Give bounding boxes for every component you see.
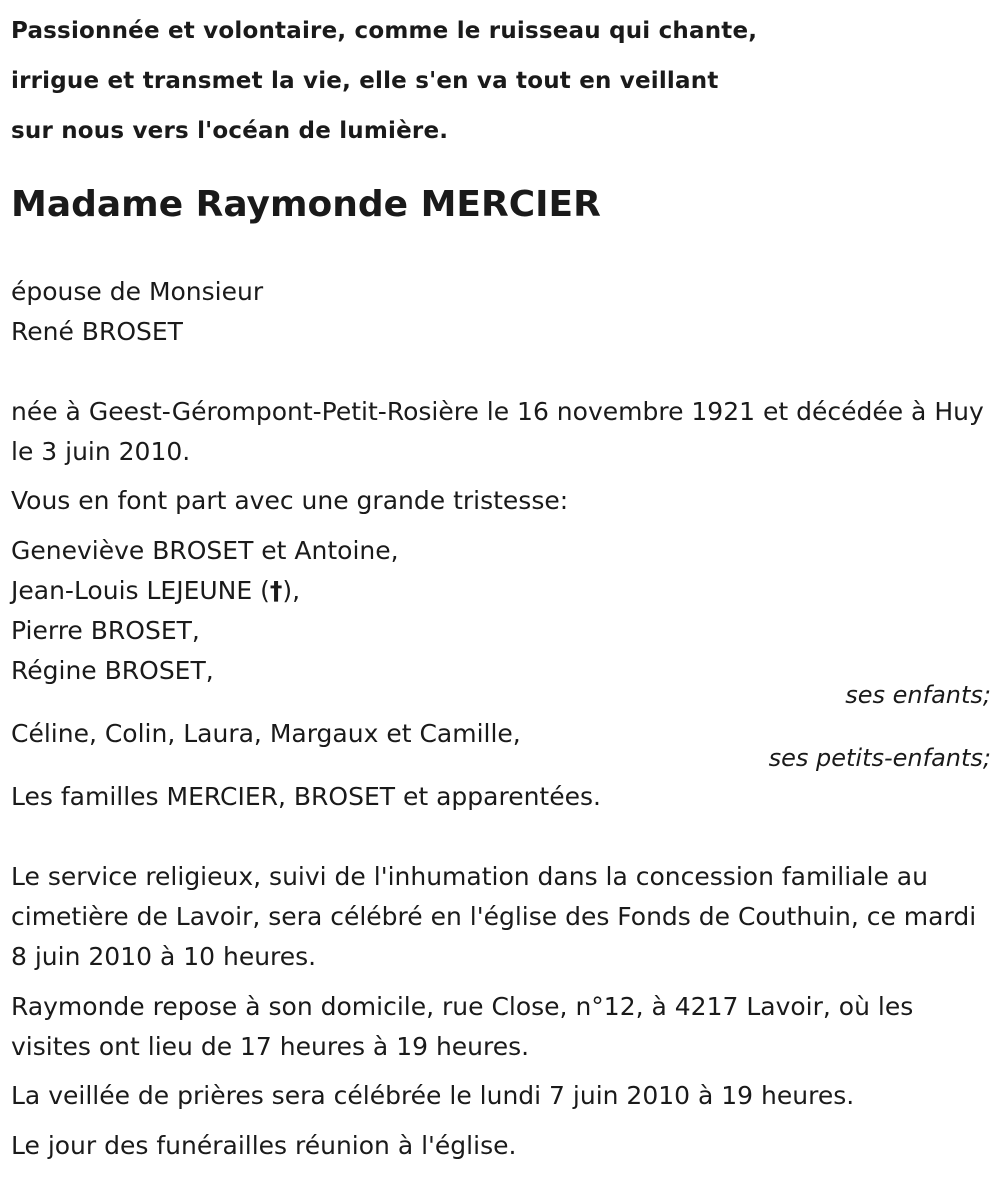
epigraph: [11, 6, 757, 156]
grandchildren-label: ses petits-enfants;: [768, 744, 991, 772]
epigraph-line: irrigue et transmet la vie, elle s'en va tout en veillant: [11, 68, 719, 94]
child-name: Geneviève BROSET et Antoine,: [11, 536, 399, 565]
child-name: Jean-Louis LEJEUNE (: [11, 576, 270, 605]
announcement-intro: Vous en font part avec une grande tristesse:: [11, 486, 569, 515]
vigil-text: La veillée de prières sera célébrée le lundi 7 juin 2010 à 19 heures.: [11, 1081, 855, 1110]
spouse-line-2: René BROSET: [11, 317, 183, 346]
child-name-suffix: ),: [282, 576, 301, 605]
grandchildren-names: Céline, Colin, Laura, Margaux et Camille,: [11, 719, 521, 748]
cross-icon: †: [269, 576, 283, 605]
epigraph-line: Passionnée et volontaire, comme le ruisseau qui chante,: [11, 18, 758, 44]
service-text: Le service religieux, suivi de l'inhumation dans la concession familiale au cimetière de Lavoir, sera célébré en l'église des Fonds de Couthuin, ce mardi 8 juin 2010 à 10 heures.: [11, 862, 977, 971]
birth-death-text: née à Geest-Gérompont-Petit-Rosière le 16 novembre 1921 et décédée à Huy le 3 juin 2010.: [11, 397, 984, 466]
families-text: Les familles MERCIER, BROSET et apparentées.: [11, 782, 601, 811]
child-name: Régine BROSET,: [11, 656, 214, 685]
spouse-line-1: épouse de Monsieur: [11, 277, 264, 306]
funeral-day-text: Le jour des funérailles réunion à l'église.: [11, 1131, 517, 1160]
epigraph-line: sur nous vers l'océan de lumière.: [11, 118, 449, 144]
child-name: Pierre BROSET,: [11, 616, 200, 645]
children-label: ses enfants;: [845, 681, 991, 709]
repose-text: Raymonde repose à son domicile, rue Close, n°12, à 4217 Lavoir, où les visites ont lieu de 17 heures à 19 heures.: [11, 992, 914, 1061]
child-name-with-cross: [11, 571, 300, 611]
deceased-name: Madame Raymonde MERCIER: [11, 184, 601, 225]
